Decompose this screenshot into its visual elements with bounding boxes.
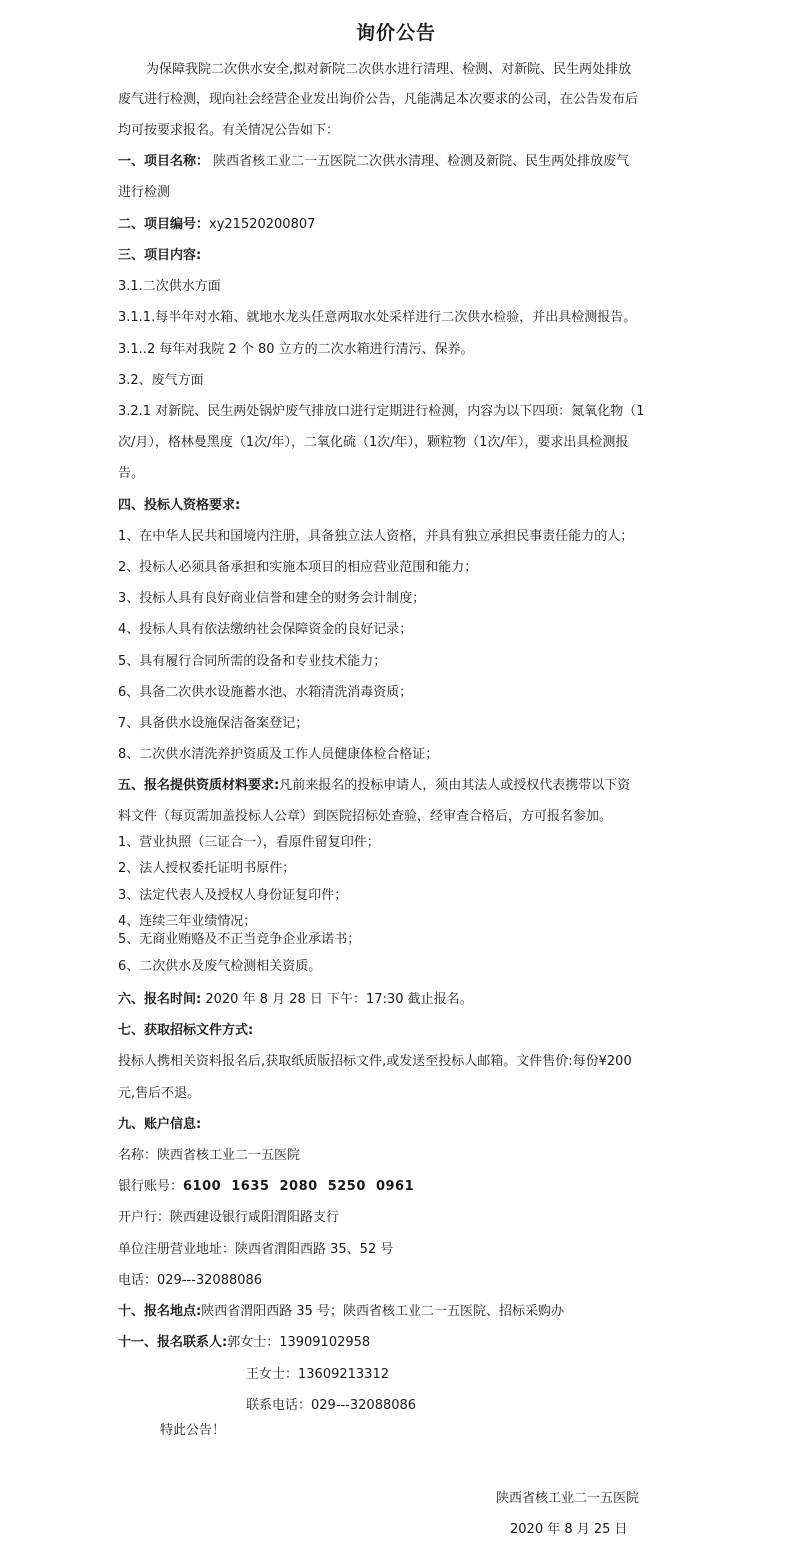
- section-11-line: [118, 1334, 370, 1352]
- section-7-heading: 七、获取招标文件方式:: [118, 1023, 254, 1038]
- page-title: 询价公告: [355, 22, 436, 44]
- section-7-text: 投标人携相关资料报名后,获取纸质版招标文件,或发送至投标人邮箱。文件售价:每份¥200: [118, 1054, 632, 1069]
- section-5-text: 凡前来报名的投标申请人，须由其法人或授权代表携带以下资: [279, 778, 631, 793]
- section-5-text-cont: 料文件（每页需加盖投标人公章）到医院招标处查验，经审查合格后，方可报名参加。: [118, 809, 613, 824]
- qualification-item: 8、二次供水清洗养护资质及工作人员健康体检合格证；: [118, 747, 439, 762]
- intro-line-1: 为保障我院二次供水安全,拟对新院二次供水进行清理、检测、对新院、民生两处排放: [146, 62, 632, 77]
- qualification-item: 6、具备二次供水设施蓄水池、水箱清洗消毒资质；: [118, 685, 413, 700]
- material-item: 3、法定代表人及授权人身份证复印件；: [118, 888, 348, 903]
- bank-name: 开户行：陕西建设银行咸阳渭阳路支行: [118, 1210, 340, 1225]
- section-9-heading: 九、账户信息:: [118, 1117, 202, 1132]
- content-line: 3.1..2 每年对我院 2 个 80 立方的二次水箱进行清污、保养。: [118, 342, 474, 357]
- section-2-line: [118, 216, 315, 234]
- account-number: 6100 1635 2080 5250 0961: [183, 1179, 415, 1194]
- content-line: 3.1.二次供水方面: [118, 279, 221, 294]
- section-1-heading: 一、项目名称：: [118, 154, 210, 169]
- section-2-heading: 二、项目编号：: [118, 217, 210, 232]
- qualification-item: 5、具有履行合同所需的设备和专业技术能力；: [118, 654, 387, 669]
- section-7-text-cont: 元,售后不退。: [118, 1086, 201, 1101]
- registration-location: 陕西省渭阳西路 35 号；陕西省核工业二一五医院、招标采购办: [201, 1304, 565, 1319]
- qualification-item: 7、具备供水设施保洁备案登记；: [118, 716, 309, 731]
- section-10-line: [118, 1303, 564, 1321]
- project-name-text: 陕西省核工业二一五医院二次供水清理、检测及新院、民生两处排放废气: [209, 154, 630, 169]
- section-10-heading: 十、报名地点:: [118, 1304, 202, 1319]
- qualification-item: 3、投标人具有良好商业信誉和建全的财务会计制度；: [118, 591, 426, 606]
- closing-text: 特此公告！: [160, 1423, 226, 1438]
- content-line: 次/月），格林曼黑度（1次/年），二氧化硫（1次/年），颗粒物（1次/年），要求出具检测报: [118, 435, 629, 450]
- contact-phone: 联系电话：029---32088086: [246, 1398, 417, 1413]
- account-name: 名称：陕西省核工业二一五医院: [118, 1148, 301, 1163]
- content-line: 3.2.1 对新院、民生两处锅炉废气排放口进行定期进行检测，内容为以下四项：氮氧化物（1: [118, 404, 645, 419]
- registered-address: 单位注册营业地址：陕西省渭阳西路 35、52 号: [118, 1242, 394, 1257]
- account-phone: 电话：029---32088086: [118, 1273, 263, 1288]
- content-line: 3.2、废气方面: [118, 373, 204, 388]
- registration-time: 2020 年 8 月 28 日 下午：17:30 截止报名。: [201, 992, 473, 1007]
- intro-line-3: 均可按要求报名。有关情况公告如下：: [118, 123, 340, 138]
- section-3-heading: 三、项目内容:: [118, 248, 202, 263]
- section-1-line: [118, 153, 629, 171]
- qualification-item: 4、投标人具有依法缴纳社会保障资金的良好记录；: [118, 622, 413, 637]
- section-6-heading: 六、报名时间:: [118, 992, 202, 1007]
- qualification-item: 1、在中华人民共和国境内注册，具备独立法人资格，并具有独立承担民事责任能力的人；: [118, 529, 634, 544]
- content-line: 3.1.1.每半年对水箱、就地水龙头任意两取水处采样进行二次供水检验，并出具检测报告。: [118, 310, 637, 325]
- signature-date: 2020 年 8 月 25 日: [510, 1522, 628, 1537]
- intro-line-2: 废气进行检测，现向社会经营企业发出询价公告，凡能满足本次要求的公司，在公告发布后: [118, 92, 639, 107]
- section-5-line: [118, 777, 630, 795]
- contact-2: 王女士：13609213312: [246, 1367, 389, 1382]
- material-item: 6、二次供水及废气检测相关资质。: [118, 959, 322, 974]
- content-line: 告。: [118, 466, 145, 481]
- material-item: 4、连续三年业绩情况；: [118, 914, 257, 929]
- material-item: 5、无商业贿赂及不正当竞争企业承诺书；: [118, 932, 361, 947]
- account-number-label: 银行账号：: [118, 1179, 184, 1194]
- material-item: 2、法人授权委托证明书原件；: [118, 861, 296, 876]
- section-4-heading: 四、投标人资格要求:: [118, 498, 241, 513]
- section-5-heading: 五、报名提供资质材料要求:: [118, 778, 280, 793]
- account-number-line: [118, 1178, 414, 1196]
- material-item: 1、营业执照（三证合一），看原件留复印件；: [118, 835, 380, 850]
- contact-1: 郭女士：13909102958: [227, 1335, 371, 1350]
- section-11-heading: 十一、报名联系人:: [118, 1335, 228, 1350]
- project-name-cont: 进行检测: [118, 185, 171, 200]
- signature-org: 陕西省核工业二一五医院: [496, 1491, 640, 1506]
- project-number: xy21520200807: [209, 217, 316, 232]
- qualification-item: 2、投标人必须具备承担和实施本项目的相应营业范围和能力；: [118, 560, 478, 575]
- section-6-line: [118, 991, 473, 1009]
